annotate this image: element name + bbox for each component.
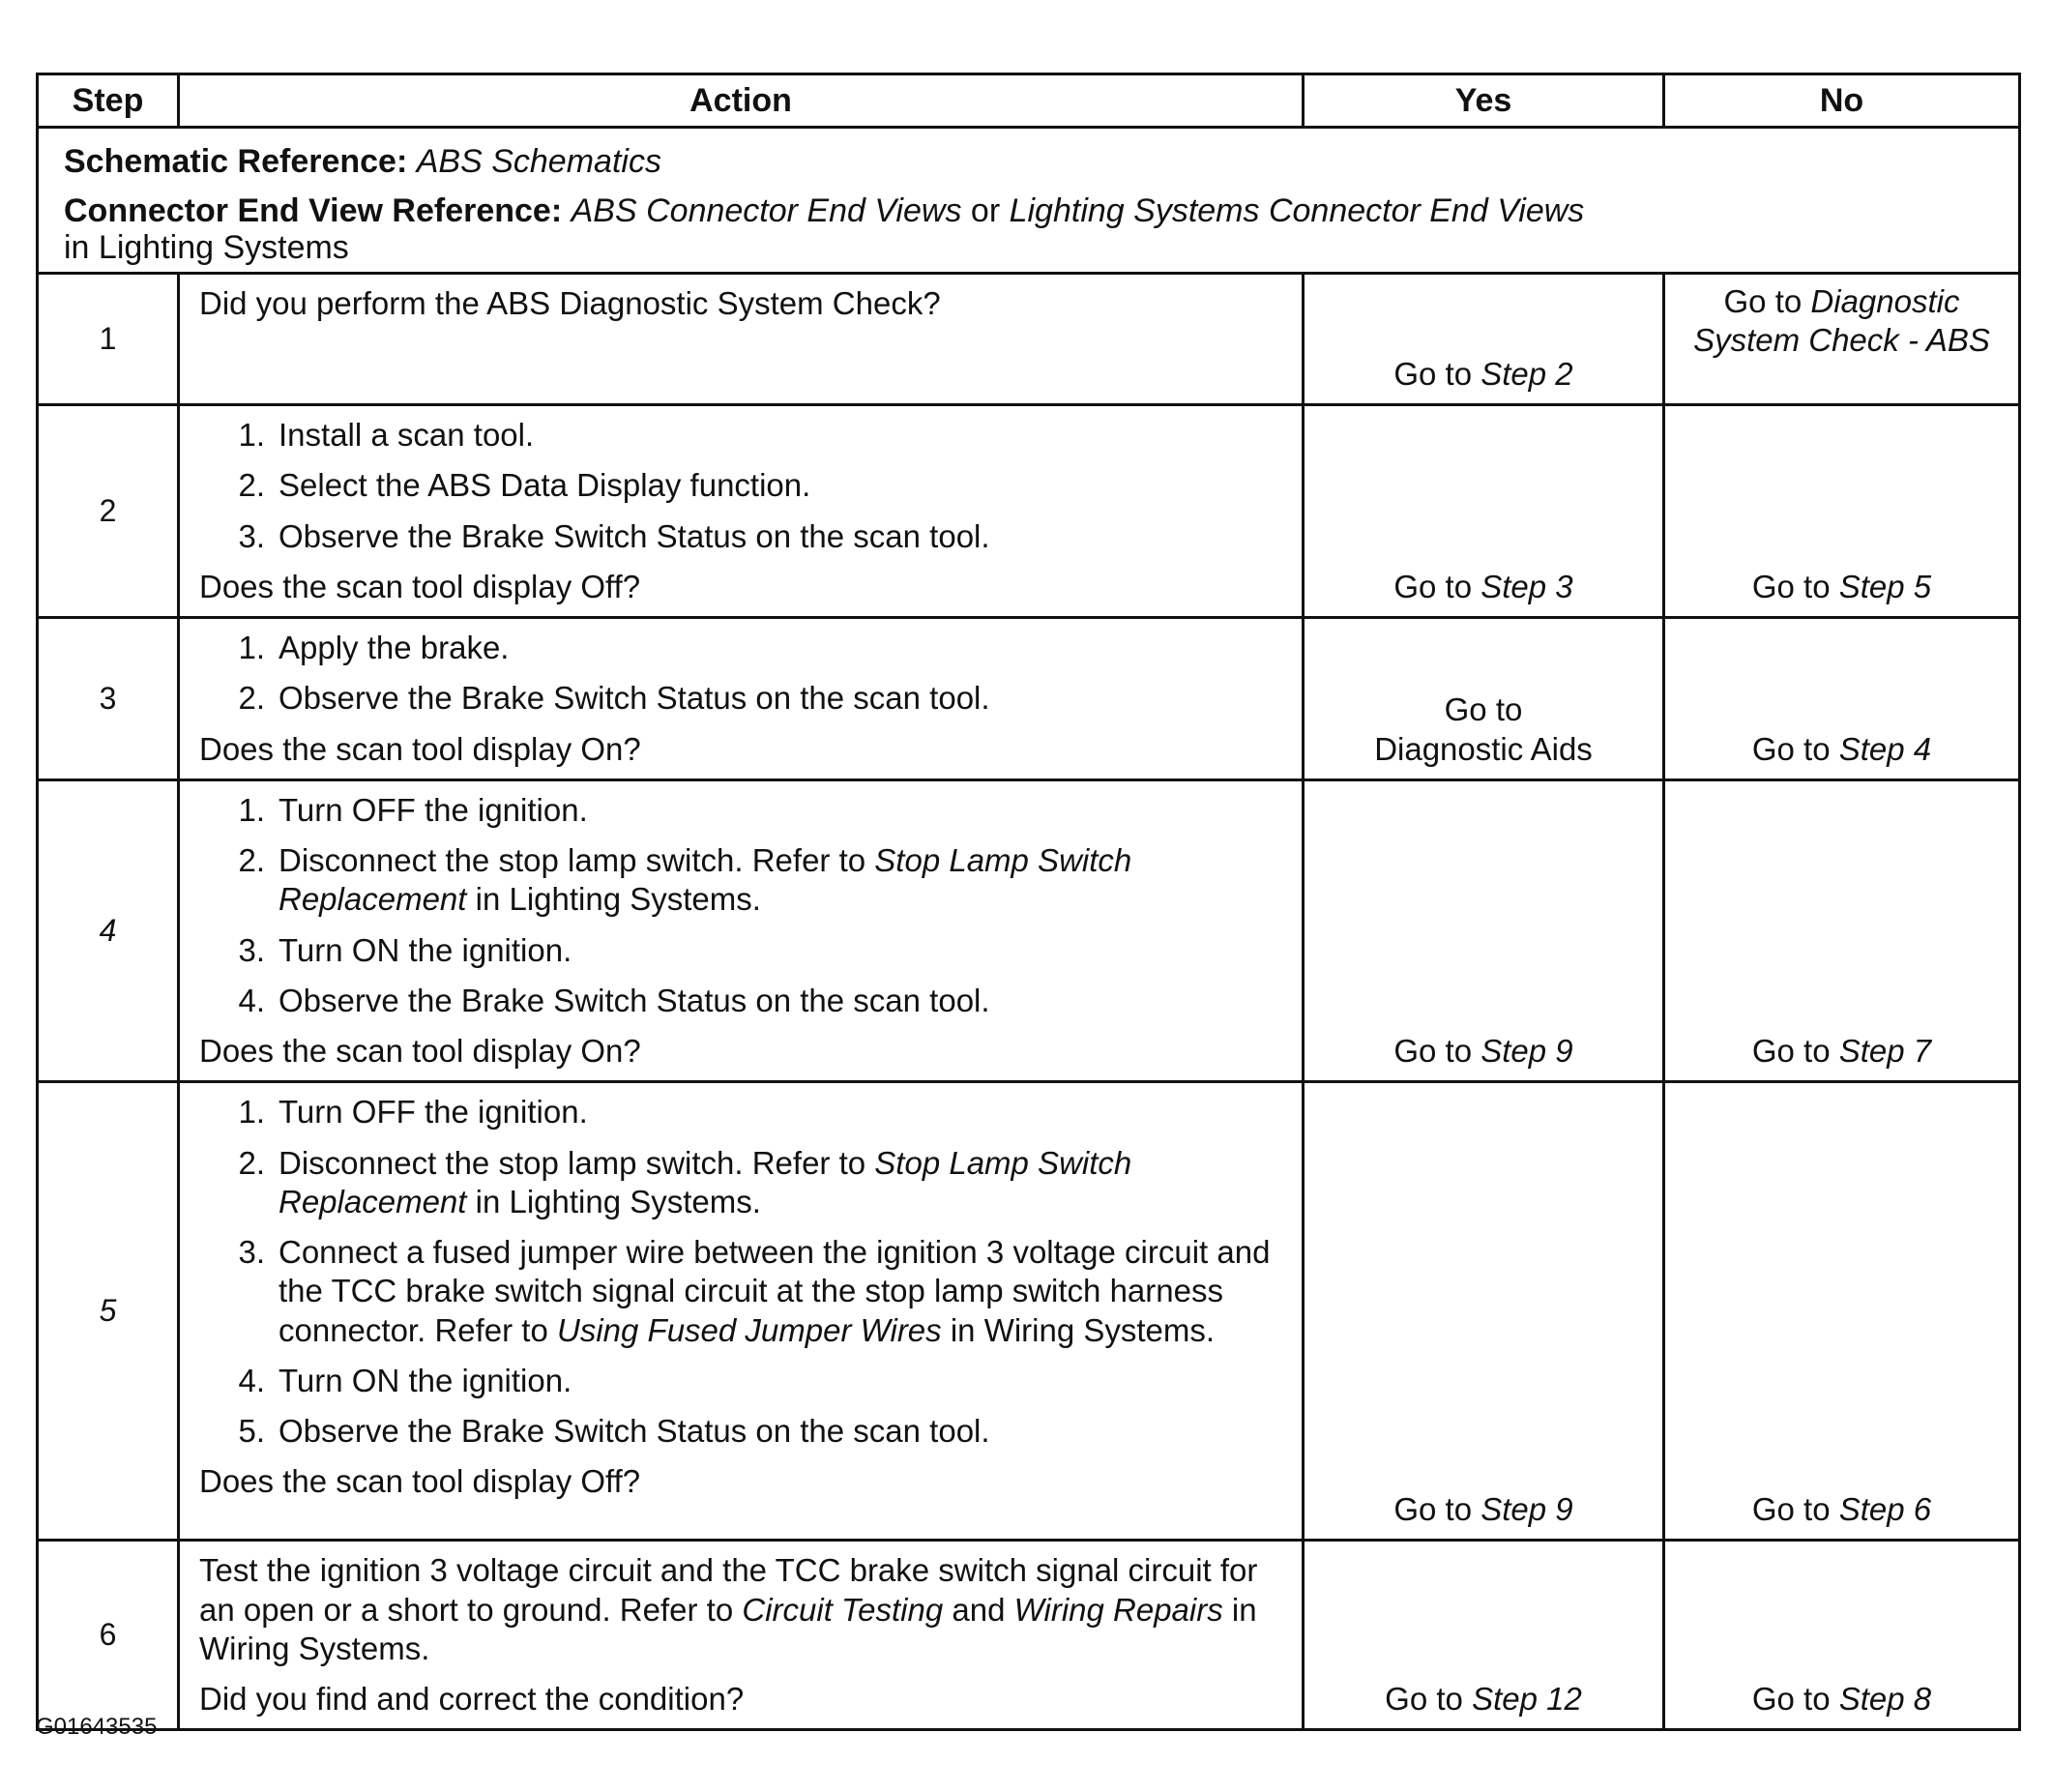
no-cell [1664, 274, 2020, 405]
header-yes: Yes [1304, 74, 1664, 128]
header-action: Action [179, 74, 1304, 128]
diagnostic-table-container [36, 73, 2018, 1731]
list-item: 1. Install a scan tool. [238, 417, 535, 454]
no-target: Step 5 [1838, 568, 1932, 604]
step-row-5 [38, 1082, 2020, 1541]
connector-reference-suffix: in Lighting Systems [64, 228, 349, 266]
yes-prefix: Go to [1393, 1491, 1473, 1528]
list-item: 1. Apply the brake. [238, 630, 510, 666]
yes-cell [1304, 405, 1664, 618]
action-cell [179, 1541, 1304, 1730]
connector-reference-label: Connector End View Reference: [64, 191, 563, 229]
step-row-1 [38, 274, 2020, 405]
step-number: 6 [38, 1541, 179, 1730]
yes-prefix: Go to [1385, 1681, 1463, 1718]
no-target: Step 6 [1838, 1491, 1932, 1528]
no-target: Diagnostic System Check - ABS [1693, 283, 1990, 359]
list-item: 2. Disconnect the stop lamp switch. Refer to Stop Lamp Switch Replacement in Lighting Systems. [238, 1144, 1132, 1219]
step-paragraph: Test the ignition 3 voltage circuit and the TCC brake switch signal circuit for an open or a short to ground. Refer to Circuit Testing and Wiring Repairs in Wiring Systems. [199, 1552, 1258, 1666]
yes-prefix: Go to [1393, 1033, 1473, 1070]
no-prefix: Go to [1723, 283, 1803, 320]
step-list [199, 791, 1282, 1020]
action-cell [179, 779, 1304, 1082]
step-list [199, 629, 1282, 719]
schematic-reference [64, 140, 1993, 185]
yes-target: Step 12 [1472, 1681, 1582, 1718]
list-item: 1. Turn OFF the ignition. [238, 1094, 588, 1131]
header-no: No [1664, 74, 2020, 128]
action-cell [179, 1082, 1304, 1541]
step-number: 5 [38, 1082, 179, 1541]
yes-cell [1304, 1541, 1664, 1730]
no-prefix: Go to [1751, 730, 1831, 767]
step-question: Does the scan tool display On? [199, 730, 641, 767]
list-item: 4. Turn ON the ignition. [238, 1362, 572, 1398]
step-row-3 [38, 618, 2020, 780]
no-target: Step 4 [1838, 730, 1932, 767]
no-cell [1664, 1082, 2020, 1541]
action-cell [179, 618, 1304, 780]
list-item: 3. Turn ON the ignition. [238, 931, 572, 968]
no-cell [1664, 618, 2020, 780]
figure-id: G01643535 [36, 1714, 158, 1740]
header-step: Step [38, 74, 179, 128]
yes-target: Step 9 [1480, 1491, 1573, 1528]
reference-cell [38, 128, 2020, 274]
schematic-reference-label: Schematic Reference: [64, 143, 408, 180]
step-question: Does the scan tool display On? [199, 1033, 641, 1070]
yes-prefix: Go to [1393, 568, 1473, 604]
action-cell [179, 405, 1304, 618]
step-row-4 [38, 779, 2020, 1082]
list-item: 1. Turn OFF the ignition. [238, 791, 588, 828]
no-prefix: Go to [1751, 1033, 1831, 1070]
step-list [199, 416, 1282, 556]
no-prefix: Go to [1751, 1681, 1831, 1718]
list-item: 3. Connect a fused jumper wire between the ignition 3 voltage circuit and the TCC brake switch signal circuit at the stop lamp switch harness connector. Refer to Using Fused Jumper Wires in Wiring Systems. [238, 1234, 1271, 1348]
step-row-2 [38, 405, 2020, 618]
yes-cell [1304, 779, 1664, 1082]
step-question: Does the scan tool display Off? [199, 1463, 641, 1500]
list-item: 4. Observe the Brake Switch Status on the scan tool. [238, 982, 990, 1018]
yes-prefix: Go to [1393, 355, 1473, 392]
step-number: 4 [38, 779, 179, 1082]
list-item: 3. Observe the Brake Switch Status on the scan tool. [238, 517, 990, 554]
yes-cell [1304, 618, 1664, 780]
yes-cell [1304, 1082, 1664, 1541]
schematic-reference-link: ABS Schematics [416, 143, 661, 180]
yes-target: Step 9 [1480, 1033, 1573, 1070]
step-number: 1 [38, 274, 179, 405]
list-item: 2. Select the ABS Data Display function. [238, 467, 811, 504]
reference-row [38, 128, 2020, 274]
connector-reference [64, 192, 1993, 266]
action-cell [179, 274, 1304, 405]
no-cell [1664, 779, 2020, 1082]
no-prefix: Go to [1751, 1491, 1831, 1528]
step-question: Did you find and correct the condition? [199, 1681, 745, 1718]
step-number: 2 [38, 405, 179, 618]
connector-reference-link-2: Lighting Systems Connector End Views [1009, 191, 1585, 229]
diagnostic-table [36, 73, 2021, 1731]
yes-line-1: Go to [1444, 691, 1523, 728]
no-target: Step 8 [1838, 1681, 1932, 1718]
list-item: 5. Observe the Brake Switch Status on the scan tool. [238, 1413, 990, 1450]
list-item: 2. Disconnect the stop lamp switch. Refer to Stop Lamp Switch Replacement in Lighting Systems. [238, 842, 1132, 918]
step-list [199, 1093, 1282, 1451]
step-number: 3 [38, 618, 179, 780]
yes-target: Step 3 [1480, 568, 1573, 604]
step-row-6 [38, 1541, 2020, 1730]
step-question: Does the scan tool display Off? [199, 568, 641, 604]
header-row [38, 74, 2020, 128]
no-prefix: Go to [1751, 568, 1831, 604]
yes-cell [1304, 274, 1664, 405]
connector-reference-or: or [970, 191, 1001, 229]
list-item: 2. Observe the Brake Switch Status on the scan tool. [238, 680, 990, 717]
yes-line-2: Diagnostic Aids [1374, 730, 1593, 767]
no-cell [1664, 405, 2020, 618]
no-target: Step 7 [1838, 1033, 1932, 1070]
no-cell [1664, 1541, 2020, 1730]
step-question: Did you perform the ABS Diagnostic System Check? [199, 285, 941, 322]
connector-reference-link-1: ABS Connector End Views [571, 191, 962, 229]
yes-target: Step 2 [1480, 355, 1573, 392]
